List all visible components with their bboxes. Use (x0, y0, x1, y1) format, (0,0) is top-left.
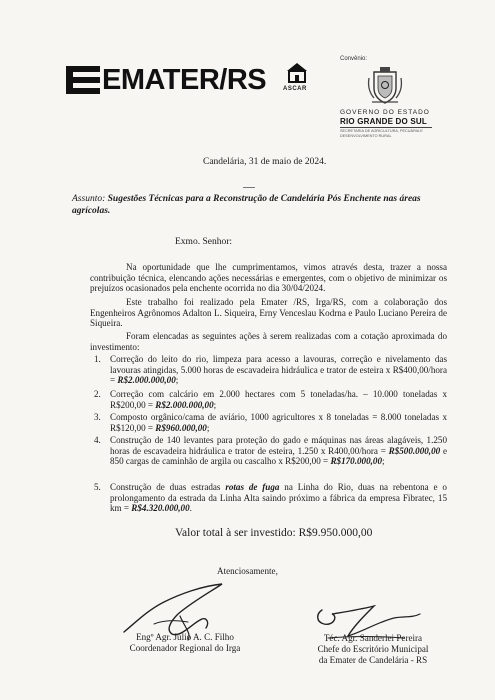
list-item-number: 1. (94, 354, 101, 364)
state-coat-of-arms-icon (366, 66, 404, 106)
signature-right-name: Téc. Agr. Sanderlei Pereira (323, 633, 423, 643)
list-item-text: e 850 cargas de caminhão de argila ou cascalho x R$200,00 = (110, 445, 447, 467)
ascar-house-icon (286, 62, 308, 84)
list-item (94, 482, 447, 514)
paragraph: Na oportunidade que lhe cumprimentamos, vimos através desta, trazer a nossa contribuição técnica, elencando ações necessárias e emergentes, com o objetivo de minimizar os prejuízos ocasionados pela enchente ocorrida no dia 30/04/2024. (90, 262, 447, 294)
list-item-value: R$500.000,00 (388, 445, 441, 456)
list-item-value: R$960.000,00 (155, 422, 207, 433)
signature-right-office: da Emater de Candelária - RS (318, 655, 428, 665)
list-item (94, 354, 447, 386)
list-item (94, 435, 447, 467)
list-item-text: Construção de duas estradas (110, 482, 226, 492)
subject-text: Sugestões Técnicas para a Reconstrução de Candelária Pós Enchente nas áreas agrícolas. (72, 194, 421, 216)
list-item-value: R$4.320.000,00 (131, 503, 190, 514)
list-item-end: ; (213, 399, 217, 410)
signature-left-name: Engº Agr. Júlio A. C. Filho (136, 632, 234, 642)
signature-right-title: Chefe do Escritório Municipal (317, 644, 429, 654)
list-item (94, 412, 447, 433)
subject-label: Assunto: (72, 194, 106, 204)
convenio-label: Convênio: (340, 56, 368, 62)
list-item-number: 3. (94, 412, 101, 422)
list-item-text: Correção com calcário em 2.000 hectares com 5 toneladas/ha. – 10.000 toneladas x R$200,00 = (110, 389, 447, 410)
logo-text: EMATER/RS (102, 64, 267, 96)
paragraph: Este trabalho foi realizado pela Emater /RS, Irga/RS, com a colaboração dos Engenheiros Agrônomos Adalton L. Siqueira, Erny Venceslau Kodrna e Paulo Luciano Pereira de Siqueira. (90, 297, 447, 329)
list-item-text: Composto orgânico/cama de aviário, 1000 agricultores x 8 toneladas = 8.000 toneladas x R$120,00 = (110, 412, 447, 433)
ascar-label: ASCAR (283, 86, 307, 92)
gov-line-1: GOVERNO DO ESTADO (340, 109, 430, 116)
letter-subject (72, 193, 442, 217)
scan-speck (243, 187, 255, 188)
gov-divider (340, 127, 432, 128)
total-investment: Valor total à ser investido: R$9.950.000,00 (175, 527, 373, 539)
signature-right (298, 633, 448, 666)
letter-date: Candelária, 31 de maio de 2024. (203, 157, 327, 167)
emater-logo (66, 62, 321, 102)
signature-left-title: Coordenador Regional do Irga (129, 643, 241, 653)
closing: Atenciosamente, (217, 566, 278, 576)
list-item-number: 2. (94, 389, 101, 399)
list-item-number: 4. (94, 435, 101, 445)
list-item-value: R$2.000.000,00 (155, 399, 214, 410)
list-item-end: ; (206, 422, 210, 433)
list-item (94, 389, 447, 410)
list-item-value: R$170.000,00 (330, 456, 382, 467)
greeting: Exmo. Senhor: (175, 237, 232, 247)
list-item-end: ; (382, 456, 385, 467)
emater-logo-mark-icon (66, 66, 100, 94)
gov-line-2: RIO GRANDE DO SUL (340, 117, 427, 126)
list-item-emphasis: rotas de fuga (225, 482, 280, 492)
list-item-value: R$2.000.000,00 (117, 375, 176, 386)
list-item-text: Construção de 140 levantes para proteção do gado e máquinas nas áreas alagáveis, 1.250 horas de escavadeira hidráulica e trator de esteira, 1.250 x R400,00/hora = (110, 435, 447, 456)
list-item-end: ; (175, 375, 179, 386)
gov-secretaria: SECRETARIA DE AGRICULTURA, PECUÁRIA E DESENVOLVIMENTO RURAL (340, 129, 423, 138)
signature-left (110, 632, 260, 654)
list-item-text: Correção do leito do rio, limpeza para acesso a lavouras, correção e nivelamento das lavouras atingidas, 5.000 horas de escavadeira hidráulica e trator de esteira x R$400,00/hora = (110, 354, 447, 386)
list-item-end: . (189, 503, 192, 514)
list-item-number: 5. (94, 482, 101, 492)
paragraph: Foram elencadas as seguintes ações à serem realizadas com a cotação aproximada do investimento: (90, 331, 447, 352)
list-item-text: na Linha do Rio, duas na rebentona e o prolongamento da estrada da Linha Alta saindo próximo a fábrica da empresa Fibratec, 15 km = (110, 482, 447, 514)
